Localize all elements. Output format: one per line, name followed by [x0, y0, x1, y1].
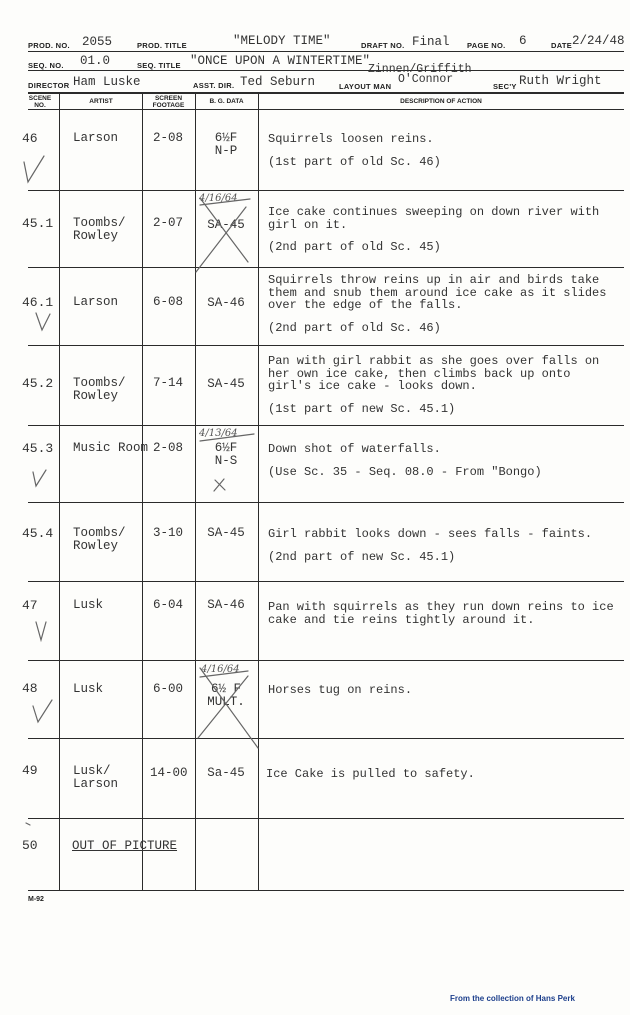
- seq-no-label: SEQ. NO.: [28, 61, 64, 70]
- scene-number: 45.2: [22, 376, 54, 391]
- prod-title-label: PROD. TITLE: [137, 41, 187, 50]
- col-head-description: DESCRIPTION OF ACTION: [400, 98, 482, 105]
- artist: Lusk: [73, 682, 104, 696]
- page-no-value: 6: [519, 34, 527, 48]
- draft-no-label: DRAFT NO.: [361, 41, 405, 50]
- description: Ice cake continues sweeping on down river with girl on it. (2nd part of old Sc. 45): [268, 205, 600, 254]
- screen-footage: 14-00: [150, 766, 188, 780]
- asst-dir-label: ASST. DIR.: [193, 81, 235, 90]
- description: Pan with squirrels as they run down reins to ice cake and tie reins tightly around it.: [268, 600, 614, 627]
- prod-no-label: PROD. NO.: [28, 41, 70, 50]
- description: Squirrels throw reins up in air and birds take them and snub them around ice cake as it slides over the edge of the falls. (2nd part of old Sc. 46): [268, 273, 607, 335]
- scene-number: 48: [22, 681, 38, 696]
- artist: Toombs/ Rowley: [73, 526, 126, 553]
- check-mark-icon: [36, 622, 46, 640]
- scene-number: 46.1: [22, 295, 54, 310]
- screen-footage: 6-08: [153, 295, 184, 309]
- description: Squirrels loosen reins. (1st part of old Sc. 46): [268, 132, 441, 169]
- col-head-scene: SCENE NO.: [28, 95, 52, 109]
- check-mark-icon: [33, 700, 52, 722]
- date-value: 2/24/48: [572, 34, 625, 48]
- seq-title-label: SEQ. TITLE: [137, 61, 181, 70]
- layout-man-line2: O'Connor: [398, 73, 454, 86]
- description: Pan with girl rabbit as she goes over falls on her own ice cake, then climbs back up onto girl's ice cake - looks down. (1st part of new Sc. 45.1): [268, 354, 600, 416]
- description: Down shot of waterfalls. (Use Sc. 35 - Seq. 08.0 - From "Bongo): [268, 442, 542, 479]
- scene-number: 45.3: [22, 441, 54, 456]
- prod-no-value: 2055: [82, 35, 113, 49]
- screen-footage: 7-14: [153, 376, 184, 390]
- screen-footage: 2-07: [153, 216, 184, 230]
- scene-number: 47: [22, 598, 38, 613]
- handwritten-date: 4/16/64: [199, 193, 238, 204]
- scene-number: 50: [22, 838, 38, 853]
- artist: Larson: [73, 295, 119, 309]
- bg-data: Sa-45: [207, 766, 245, 780]
- layout-man-label: LAYOUT MAN: [339, 82, 392, 91]
- small-x-mark-icon: [214, 479, 225, 491]
- screen-footage: 2-08: [153, 131, 184, 145]
- director-label: DIRECTOR: [28, 81, 70, 90]
- description: Ice Cake is pulled to safety.: [266, 767, 475, 781]
- scene-number: 46: [22, 131, 38, 146]
- check-mark-icon: [36, 313, 50, 330]
- check-mark-icon: [24, 156, 44, 182]
- handwritten-date: 4/13/64: [199, 428, 238, 439]
- artist: Lusk: [73, 598, 104, 612]
- date-label: DATE: [551, 41, 573, 50]
- artist: Lusk/ Larson: [73, 764, 119, 791]
- director-value: Ham Luske: [73, 75, 141, 89]
- out-of-picture-note: OUT OF PICTURE: [72, 839, 178, 853]
- bg-data: 6½ F MULT.: [207, 682, 245, 709]
- prod-title-value: "MELODY TIME": [233, 34, 331, 48]
- screen-footage: 3-10: [153, 526, 184, 540]
- description: Horses tug on reins.: [268, 683, 413, 697]
- bg-data: 6½F N-S: [214, 441, 238, 468]
- artist: Toombs/ Rowley: [73, 216, 126, 243]
- scene-number: 45.4: [22, 526, 54, 541]
- check-mark-icon: [33, 470, 46, 486]
- secy-value: Ruth Wright: [519, 74, 602, 88]
- artist: Larson: [73, 131, 119, 145]
- description: Girl rabbit looks down - sees falls - faints. (2nd part of new Sc. 45.1): [268, 527, 593, 564]
- screen-footage: 6-00: [153, 682, 184, 696]
- col-head-artist: ARTIST: [89, 98, 113, 105]
- page-no-label: PAGE NO.: [467, 41, 506, 50]
- secy-label: SEC'Y: [493, 82, 517, 91]
- layout-man-line1: Zinnen/Griffith: [368, 63, 472, 76]
- handwritten-date: 4/16/64: [201, 664, 240, 675]
- form-number: M-92: [28, 896, 44, 903]
- scene-number: 45.1: [22, 216, 54, 231]
- check-mark-icon: [26, 823, 30, 825]
- seq-title-value: "ONCE UPON A WINTERTIME": [190, 54, 371, 68]
- screen-footage: 6-04: [153, 598, 184, 612]
- col-head-footage: SCREEN FOOTAGE: [152, 95, 185, 109]
- collection-credit: From the collection of Hans Perk: [450, 994, 575, 1003]
- bg-data: SA-45: [207, 218, 245, 232]
- bg-data: SA-45: [207, 377, 245, 391]
- strike-out-icon: [196, 207, 246, 272]
- artist: Toombs/ Rowley: [73, 376, 126, 403]
- scene-number: 49: [22, 763, 38, 778]
- bg-data: 6½F N-P: [214, 131, 238, 158]
- artist: Music Room: [73, 441, 149, 455]
- bg-data: SA-46: [207, 598, 245, 612]
- bg-data: SA-46: [207, 296, 245, 310]
- draft-no-value: Final: [412, 35, 450, 49]
- screen-footage: 2-08: [153, 441, 184, 455]
- col-head-bg-data: B. G. DATA: [209, 98, 244, 105]
- asst-dir-value: Ted Seburn: [240, 75, 316, 89]
- seq-no-value: 01.0: [80, 54, 111, 68]
- bg-data: SA-45: [207, 526, 245, 540]
